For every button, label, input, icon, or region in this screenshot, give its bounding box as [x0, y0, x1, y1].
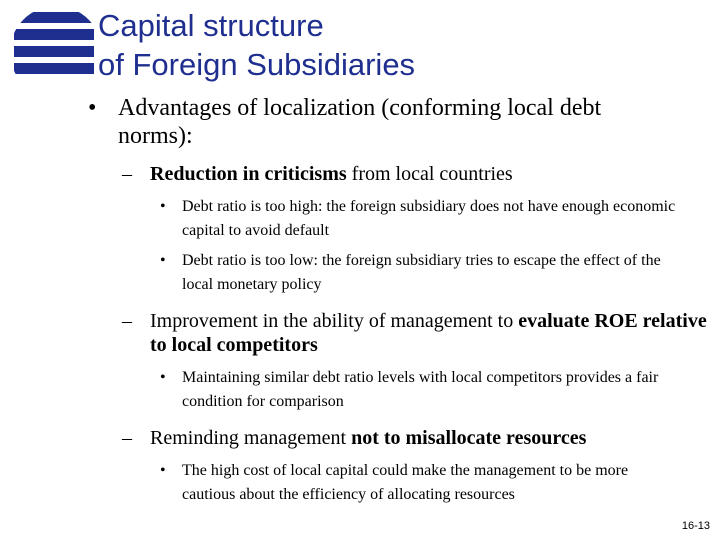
bullet-main	[88, 94, 678, 150]
item-similar-debt-ratio-text: Maintaining similar debt ratio levels with local competitors provides a fair condition for comparison	[182, 369, 659, 410]
sub-bullet-evaluate-roe	[122, 309, 710, 357]
sub-bullet-criticisms	[122, 162, 710, 186]
sub-bullet-evaluate-roe-text: Improvement in the ability of management to	[150, 310, 519, 332]
bullet-marker: •	[88, 95, 97, 121]
sub-bullet-evaluate-roe-bold: evaluate ROE relative to local competitors	[150, 310, 707, 356]
bullet-main-text: Advantages of localization (conforming local debt norms):	[118, 95, 602, 149]
sub-bullet-misallocate-bold: not to misallocate resources	[351, 427, 587, 449]
sub-bullet-misallocate-text: Reminding management	[150, 427, 352, 449]
bullet-marker: •	[160, 462, 166, 479]
dash-marker: –	[122, 427, 132, 449]
item-similar-debt-ratio	[160, 366, 682, 414]
item-debt-too-high	[160, 195, 682, 243]
slide-title-line1: Capital structure	[98, 8, 324, 43]
slide-title-line2: of Foreign Subsidiaries	[98, 47, 416, 82]
sub-bullet-criticisms-text: from local countries	[346, 163, 513, 185]
item-high-cost-capital	[160, 459, 682, 507]
item-debt-too-low	[160, 249, 682, 297]
dash-marker: –	[122, 310, 132, 332]
dash-marker: –	[122, 163, 132, 185]
sub-bullet-criticisms-bold: Reduction in criticisms	[150, 163, 347, 185]
page-number: 16-13	[681, 520, 710, 532]
bullet-marker: •	[160, 198, 166, 215]
slide-body	[0, 94, 720, 507]
item-debt-too-high-text: Debt ratio is too high: the foreign subsidiary does not have enough economic capital to avoid default	[182, 198, 676, 239]
striped-globe-logo-icon	[14, 12, 94, 76]
sub-bullet-misallocate	[122, 426, 710, 450]
slide-title	[98, 6, 415, 84]
bullet-marker: •	[160, 252, 166, 269]
item-high-cost-capital-text: The high cost of local capital could make the management to be more cautious about the efficiency of allocating resources	[182, 462, 629, 503]
item-debt-too-low-text: Debt ratio is too low: the foreign subsidiary tries to escape the effect of the local monetary policy	[182, 252, 661, 293]
bullet-marker: •	[160, 369, 166, 386]
